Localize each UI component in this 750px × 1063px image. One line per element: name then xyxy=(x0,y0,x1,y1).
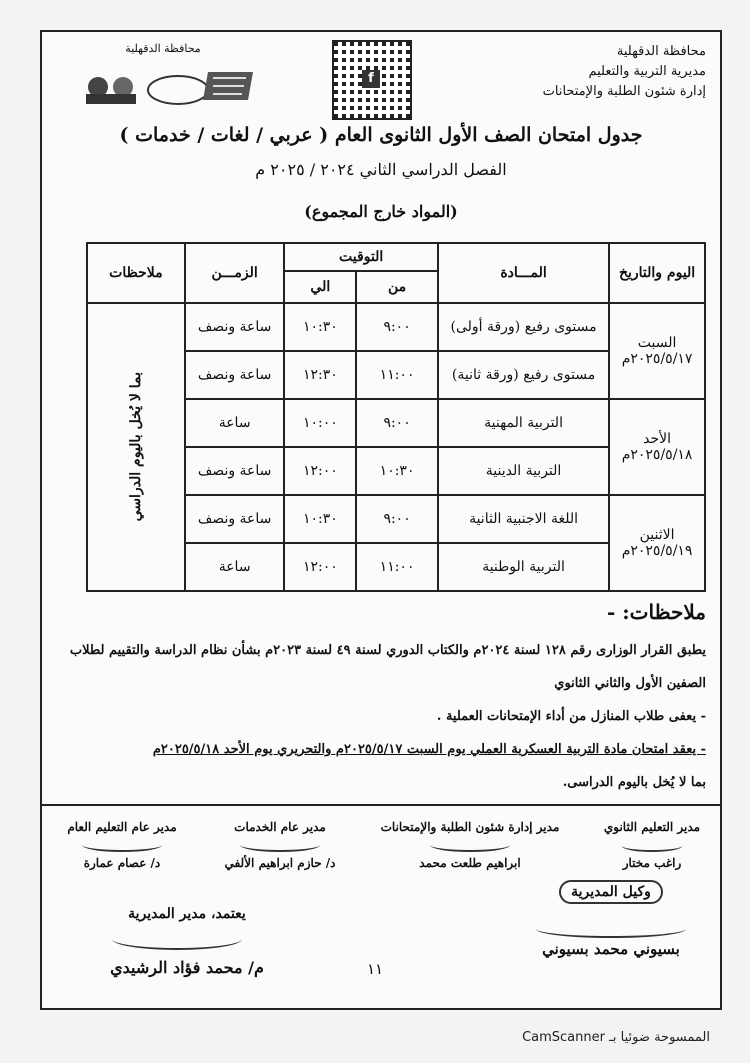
header-from: من xyxy=(356,271,438,303)
to-cell: ١٠:٣٠ xyxy=(284,495,356,543)
deputy-title: وكيل المديرية xyxy=(559,880,663,904)
director-title: يعتمد، مدير المديرية xyxy=(128,906,246,922)
duration-cell: ساعة ونصف xyxy=(185,495,285,543)
subject-cell: اللغة الاجنبية الثانية xyxy=(438,495,609,543)
signature-name: ابراهيم طلعت محمد xyxy=(419,856,521,870)
director-name: م/ محمد فؤاد الرشيدي xyxy=(110,958,264,977)
from-cell: ٩:٠٠ xyxy=(356,303,438,351)
subject-cell: التربية الوطنية xyxy=(438,543,609,591)
day-name: الأحد xyxy=(643,431,672,447)
day-date: ٢٠٢٥/٥/١٩م xyxy=(621,543,693,559)
signature-block xyxy=(370,820,570,870)
duration-cell: ساعة xyxy=(185,543,285,591)
header-subject: المـــادة xyxy=(438,243,609,303)
notes-cell xyxy=(87,303,185,591)
day-date: ٢٠٢٥/٥/١٨م xyxy=(621,447,693,463)
qr-code xyxy=(332,40,412,120)
signature-name: راغب مختار xyxy=(622,856,682,870)
signature-mark xyxy=(536,920,686,938)
signature-title: مدير عام الخدمات xyxy=(234,820,326,834)
day-cell xyxy=(609,495,705,591)
signature-title: مدير إدارة شئون الطلبة والإمتحانات xyxy=(380,820,560,834)
signature-title: مدير عام التعليم العام xyxy=(67,820,177,834)
deputy-signature xyxy=(516,880,706,958)
header-notes: ملاحظات xyxy=(87,243,185,303)
duration-cell: ساعة ونصف xyxy=(185,447,285,495)
page-number: ١١ xyxy=(367,960,384,978)
director-signature xyxy=(72,906,302,977)
to-cell: ١٠:٣٠ xyxy=(284,303,356,351)
notes-list xyxy=(56,634,706,799)
facebook-icon: f xyxy=(362,70,380,88)
note-item: الصفين الأول والثاني الثانوي xyxy=(554,676,706,691)
logo-graphic xyxy=(68,42,258,112)
deputy-name: بسيوني محمد بسيوني xyxy=(542,940,680,958)
signature-mark xyxy=(430,838,510,852)
note-item: بما لا يُخل باليوم الدراسى. xyxy=(562,775,706,790)
directorate-header xyxy=(543,42,706,102)
day-date: ٢٠٢٥/٥/١٧م xyxy=(621,351,693,367)
signature-name: د/ عصام عمارة xyxy=(83,856,161,870)
header-line-1: محافظة الدقهلية xyxy=(616,44,706,59)
header-line-2: مديرية التربية والتعليم xyxy=(588,64,706,79)
semester-subtitle: الفصل الدراسي الثاني ٢٠٢٤ / ٢٠٢٥ م xyxy=(255,160,507,179)
signature-block xyxy=(210,820,350,870)
duration-cell: ساعة ونصف xyxy=(185,303,285,351)
day-name: السبت xyxy=(637,335,677,351)
signature-name: د/ حازم ابراهيم الألفي xyxy=(224,856,336,870)
subjects-subtitle: (المواد خارج المجموع) xyxy=(304,202,458,221)
scanner-footer: الممسوحة ضوئيا بـ CamScanner xyxy=(522,1030,710,1045)
to-cell: ١٢:٣٠ xyxy=(284,351,356,399)
signature-mark xyxy=(82,838,162,852)
header-duration: الزمـــن xyxy=(185,243,285,303)
day-name: الاثنين xyxy=(639,527,675,543)
signature-mark xyxy=(112,928,242,950)
subject-cell: مستوى رفيع (ورقة ثانية) xyxy=(438,351,609,399)
header-timing: التوقيت xyxy=(284,243,437,271)
note-item: يطبق القرار الوزارى رقم ١٢٨ لسنة ٢٠٢٤م والكتاب الدوري لسنة ٤٩ لسنة ٢٠٢٣م بشأن نظام الدراسة والتقييم لطلاب xyxy=(69,643,706,658)
divider xyxy=(42,804,720,806)
header-line-3: إدارة شئون الطلبة والإمتحانات xyxy=(542,84,706,99)
subject-cell: التربية المهنية xyxy=(438,399,609,447)
to-cell: ١٠:٠٠ xyxy=(284,399,356,447)
from-cell: ١١:٠٠ xyxy=(356,351,438,399)
table-row xyxy=(87,303,705,351)
duration-cell: ساعة xyxy=(185,399,285,447)
from-cell: ١٠:٣٠ xyxy=(356,447,438,495)
signature-title: مدير التعليم الثانوي xyxy=(603,820,701,834)
from-cell: ١١:٠٠ xyxy=(356,543,438,591)
notes-cell-text: بما لا يُخل باليوم الدراسي xyxy=(127,372,144,522)
governorate-logo xyxy=(68,42,258,112)
header-to: الي xyxy=(284,271,356,303)
note-item: - يعقد امتحان مادة التربية العسكرية العملي يوم السبت ٢٠٢٥/٥/١٧م والتحريري يوم الأحد ٢٠٢٥/٥/١٨م xyxy=(152,742,706,757)
from-cell: ٩:٠٠ xyxy=(356,399,438,447)
duration-cell: ساعة ونصف xyxy=(185,351,285,399)
logo-text: محافظة الدقهلية xyxy=(125,42,201,55)
notes-heading: ملاحظات: - xyxy=(607,600,706,624)
signature-mark xyxy=(622,840,682,852)
header-day: اليوم والتاريخ xyxy=(609,243,705,303)
from-cell: ٩:٠٠ xyxy=(356,495,438,543)
schedule-title: جدول امتحان الصف الأول الثانوى العام ( عربي / لغات / خدمات ) xyxy=(119,124,643,146)
day-cell xyxy=(609,399,705,495)
subject-cell: التربية الدينية xyxy=(438,447,609,495)
exam-schedule-table xyxy=(86,242,706,592)
document-page xyxy=(40,30,722,1010)
signature-mark xyxy=(240,838,320,852)
note-item: - يعفى طلاب المنازل من أداء الإمتحانات العملية . xyxy=(436,709,706,724)
to-cell: ١٢:٠٠ xyxy=(284,447,356,495)
subject-cell: مستوى رفيع (ورقة أولى) xyxy=(438,303,609,351)
signature-block xyxy=(592,820,712,870)
to-cell: ١٢:٠٠ xyxy=(284,543,356,591)
day-cell xyxy=(609,303,705,399)
signature-block xyxy=(52,820,192,870)
